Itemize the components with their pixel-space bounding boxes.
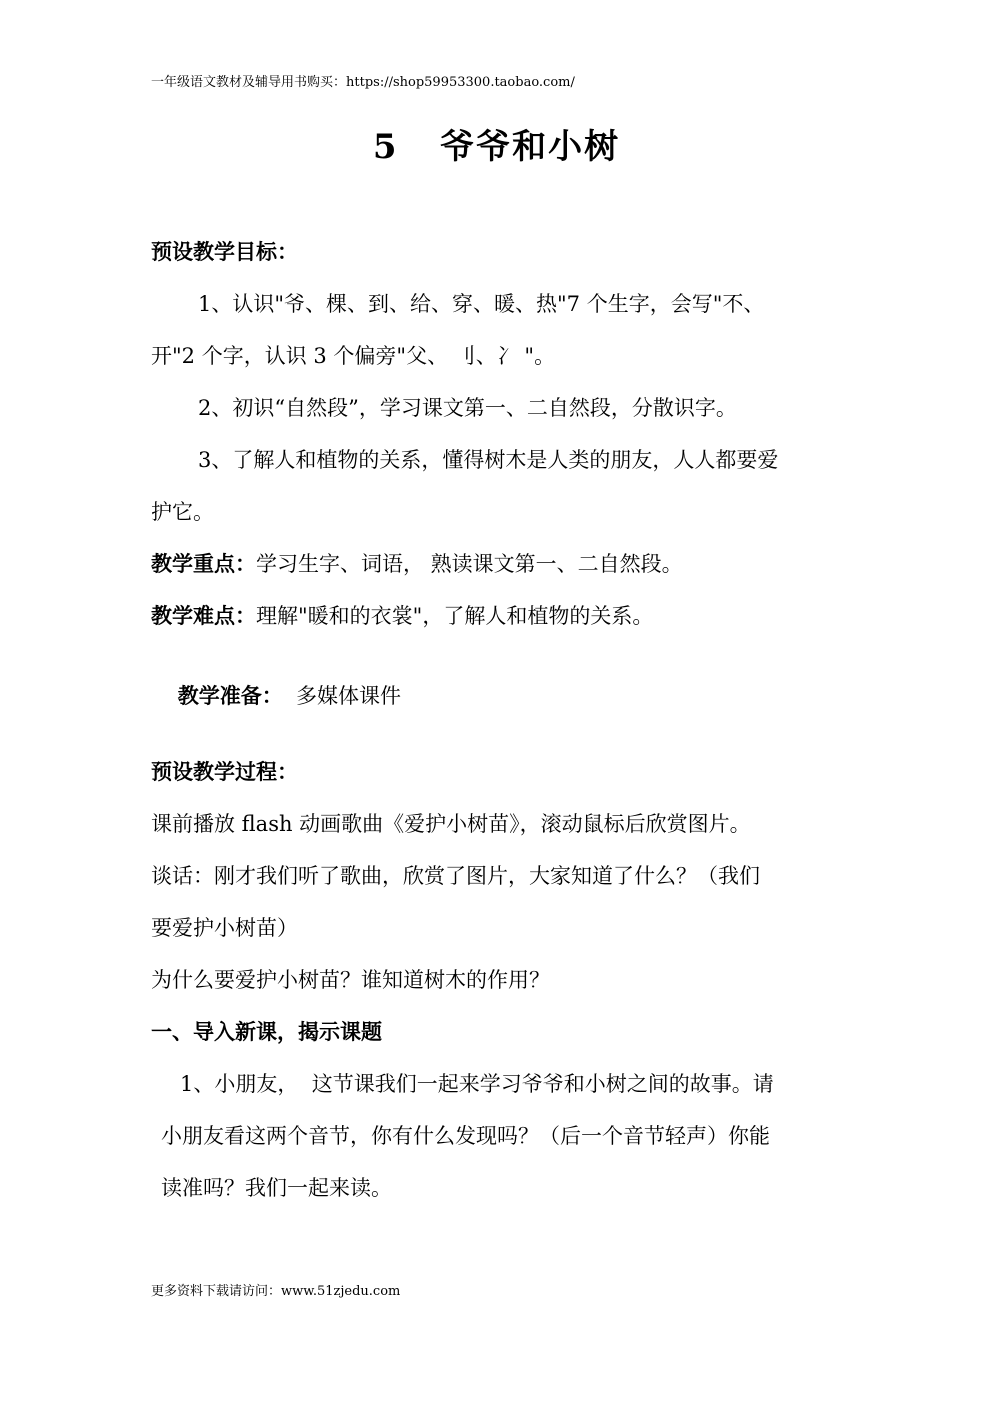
- key-points: [151, 550, 683, 578]
- goal-2: 2、初识“自然段”，学习课文第一、二自然段，分散识字。: [198, 396, 737, 420]
- process-line-3: 要爱护小树苗）: [151, 916, 298, 940]
- section-1-line-1: 1、小朋友， 这节课我们一起来学习爷爷和小树之间的故事。请: [180, 1072, 774, 1096]
- preparation: [151, 654, 401, 738]
- difficulties-label: 教学难点：: [151, 603, 256, 628]
- section-1-heading: 一、导入新课，揭示课题: [151, 1019, 382, 1044]
- key-points-label: 教学重点：: [151, 551, 256, 576]
- preparation-text: 多媒体课件: [282, 684, 402, 708]
- difficulties-text: 理解"暖和的衣裳"，了解人和植物的关系。: [256, 604, 654, 628]
- difficulties: [151, 602, 653, 630]
- goal-1-line-1: 1、认识"爷、棵、到、给、穿、暖、热"7 个生字，会写"不、: [198, 292, 765, 316]
- process-line-2: 谈话：刚才我们听了歌曲，欣赏了图片，大家知道了什么？（我们: [151, 864, 760, 888]
- page-header: 一年级语文教材及辅导用书购买：https://shop59953300.taobao.com/: [151, 75, 575, 90]
- section-1-line-3: 读准吗？我们一起来读。: [161, 1176, 392, 1200]
- goal-3-line-2: 护它。: [151, 500, 214, 524]
- process-line-4: 为什么要爱护小树苗？谁知道树木的作用？: [151, 968, 550, 992]
- goal-3-line-1: 3、了解人和植物的关系，懂得树木是人类的朋友，人人都要爱: [198, 448, 779, 472]
- goals-heading: 预设教学目标：: [151, 239, 298, 264]
- key-points-text: 学习生字、词语， 熟读课文第一、二自然段。: [256, 552, 683, 576]
- goal-1-line-2: 开"2 个字，认识 3 个偏旁"父、 刂、冫 "。: [151, 344, 556, 368]
- process-heading: 预设教学过程：: [151, 759, 298, 784]
- process-line-1: 课前播放 flash 动画歌曲《爱护小树苗》，滚动鼠标后欣赏图片。: [151, 812, 751, 836]
- preparation-label: 教学准备：: [177, 683, 283, 708]
- page-footer: 更多资料下载请访问：www.51zjedu.com: [151, 1284, 401, 1299]
- section-1-line-2: 小朋友看这两个音节，你有什么发现吗？（后一个音节轻声）你能: [161, 1124, 770, 1148]
- lesson-title: 5 爷爷和小树: [372, 127, 621, 167]
